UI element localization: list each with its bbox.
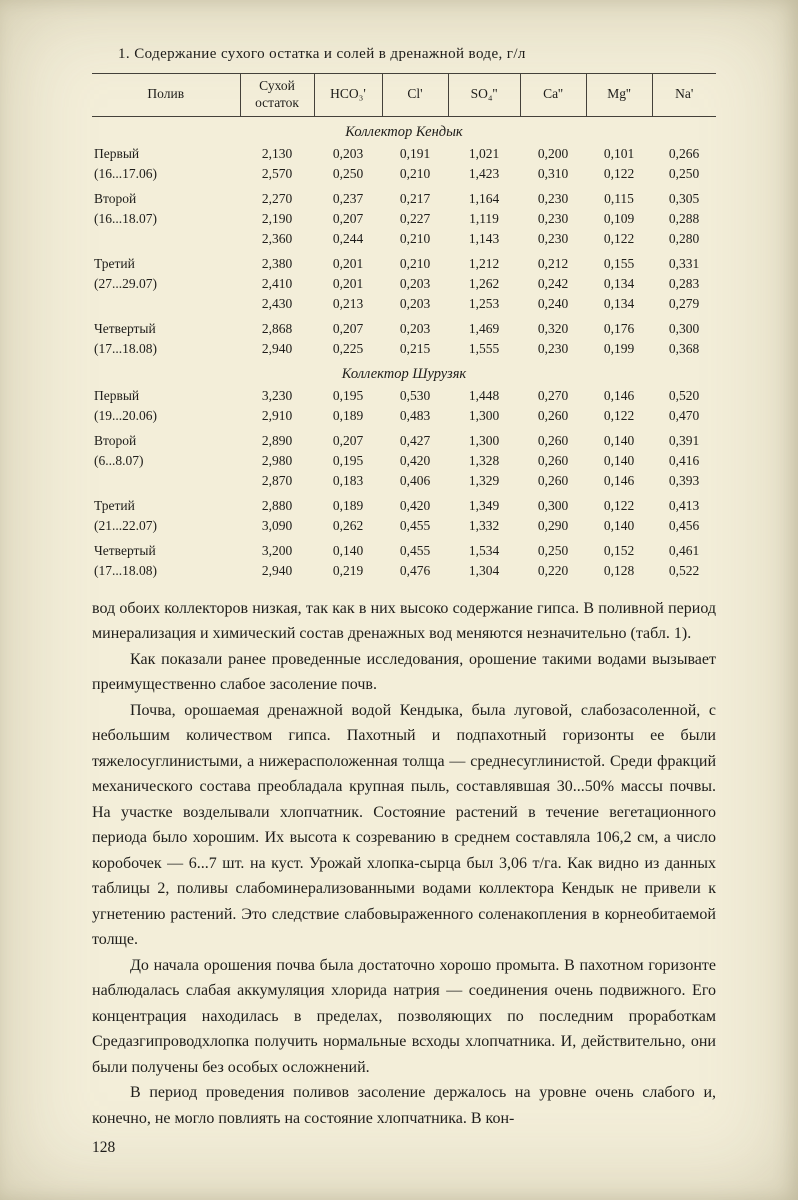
value-cell: 0,122	[603, 165, 635, 181]
poliv-cell: (16...18.07)	[94, 210, 157, 226]
value-cell: 0,128	[603, 562, 635, 578]
value-cell: 0,109	[603, 210, 635, 226]
value-cell: 0,290	[537, 517, 569, 533]
value-cell: 0,183	[332, 472, 364, 488]
poliv-cell: (27...29.07)	[94, 275, 157, 291]
value-cell: 0,115	[604, 190, 634, 206]
value-cell: 0,207	[332, 432, 364, 448]
table-row	[92, 209, 716, 229]
value-cell: 1,448	[468, 387, 500, 403]
value-cell: 0,300	[537, 497, 569, 513]
section-title-text: Коллектор Кендык	[345, 123, 463, 140]
value-cell: 1,534	[468, 542, 500, 558]
value-cell: 0,260	[537, 452, 569, 468]
value-cell: 0,305	[668, 190, 700, 206]
poliv-cell: Первый	[94, 145, 140, 161]
table-row	[92, 536, 716, 561]
table-row	[92, 229, 716, 249]
value-cell: 0,207	[332, 210, 364, 226]
value-cell: 0,140	[603, 432, 635, 448]
value-cell: 0,522	[668, 562, 700, 578]
value-cell: 0,225	[332, 340, 364, 356]
value-cell: 1,021	[468, 145, 500, 161]
table-row	[92, 339, 716, 359]
value-cell: 1,119	[469, 210, 499, 226]
value-cell: 0,213	[332, 295, 364, 311]
value-cell: 2,410	[261, 275, 293, 291]
drainage-water-table	[92, 73, 716, 581]
value-cell: 0,280	[668, 230, 700, 246]
table-row	[92, 294, 716, 314]
value-cell: 0,189	[332, 497, 364, 513]
poliv-cell: Третий	[94, 497, 135, 513]
column-header: Mg''	[586, 74, 652, 117]
table-row	[92, 386, 716, 406]
value-cell: 1,349	[468, 497, 500, 513]
page-content	[92, 46, 716, 1157]
table-row	[92, 314, 716, 339]
value-cell: 2,270	[261, 190, 293, 206]
value-cell: 2,880	[261, 497, 293, 513]
value-cell: 2,870	[261, 472, 293, 488]
value-cell: 2,430	[261, 295, 293, 311]
table-row	[92, 426, 716, 451]
table-section-title	[92, 116, 716, 144]
paragraph: Почва, орошаемая дренажной водой Кендыка, была луговой, слабозасоленной, с небольшим количеством гипса. Пахотный и подпахотный горизонты ее были тяжелосуглинистыми, а нижерасположенная толща — среднесуглинистой. Среди фракций механического состава преобладала крупная пыль, составлявшая 30...50% массы почвы. На участке возделывали хлопчатник. Состояние растений в течение вегетационного периода было хорошим. Их высота к созреванию в среднем составляла 106,2 см, а число коробочек — 6...7 шт. на куст. Урожай хлопка-сырца был 3,06 т/га. Как видно из данных таблицы 2, поливы слабоминерализованными водами коллектора Кендык не привели к угнетению растений. Это следствие слабовыраженного соленакопления в корнеобитаемой толще.	[92, 701, 716, 949]
table-row	[92, 471, 716, 491]
value-cell: 0,237	[332, 190, 364, 206]
poliv-cell	[92, 471, 240, 491]
column-header: Cl'	[382, 74, 448, 117]
value-cell: 1,164	[468, 190, 500, 206]
value-cell: 1,143	[468, 230, 500, 246]
value-cell: 0,155	[603, 255, 635, 271]
value-cell: 0,152	[603, 542, 635, 558]
value-cell: 0,413	[668, 497, 700, 513]
poliv-cell: Четвертый	[94, 320, 156, 336]
value-cell: 1,212	[468, 255, 500, 271]
value-cell: 0,260	[537, 472, 569, 488]
value-cell: 0,140	[332, 542, 364, 558]
value-cell: 2,360	[261, 230, 293, 246]
value-cell: 0,242	[537, 275, 569, 291]
paragraph: Как показали ранее проведенные исследования, орошение такими водами вызывает преимущественно слабое засоление почв.	[92, 650, 716, 694]
poliv-cell: (17...18.08)	[94, 340, 157, 356]
paragraph: В период проведения поливов засоление держалось на уровне очень слабого и, конечно, не могло повлиять на состояние хлопчатника. В кон-	[92, 1084, 716, 1127]
table-row	[92, 274, 716, 294]
value-cell: 0,217	[399, 190, 431, 206]
value-cell: 0,195	[332, 387, 364, 403]
value-cell: 0,279	[668, 295, 700, 311]
value-cell: 0,210	[399, 230, 431, 246]
column-header: SO₄''	[448, 74, 520, 117]
section-title-text: Коллектор Шурузяк	[341, 365, 467, 382]
value-cell: 0,146	[603, 472, 635, 488]
value-cell: 0,230	[537, 190, 569, 206]
value-cell: 0,406	[399, 472, 431, 488]
value-cell: 0,391	[668, 432, 700, 448]
page-number: 128	[92, 1139, 116, 1157]
poliv-cell: (6...8.07)	[94, 452, 144, 468]
value-cell: 2,980	[261, 452, 293, 468]
value-cell: 0,203	[399, 275, 431, 291]
value-cell: 0,210	[399, 165, 431, 181]
value-cell: 1,469	[468, 320, 500, 336]
value-cell: 0,227	[399, 210, 431, 226]
column-header: Na'	[652, 74, 716, 117]
value-cell: 2,940	[261, 340, 293, 356]
value-cell: 0,215	[399, 340, 431, 356]
value-cell: 0,189	[332, 407, 364, 423]
value-cell: 1,300	[468, 407, 500, 423]
value-cell: 0,122	[603, 407, 635, 423]
table-body	[92, 116, 716, 581]
value-cell: 2,890	[261, 432, 293, 448]
value-cell: 0,270	[537, 387, 569, 403]
value-cell: 2,910	[261, 407, 293, 423]
value-cell: 0,220	[537, 562, 569, 578]
value-cell: 0,122	[603, 497, 635, 513]
poliv-cell: Третий	[94, 255, 135, 271]
value-cell: 0,368	[668, 340, 700, 356]
value-cell: 0,456	[668, 517, 700, 533]
table-row	[92, 491, 716, 516]
value-cell: 0,219	[332, 562, 364, 578]
value-cell: 0,262	[332, 517, 364, 533]
value-cell: 0,230	[537, 230, 569, 246]
value-cell: 0,483	[399, 407, 431, 423]
value-cell: 0,455	[399, 517, 431, 533]
value-cell: 0,300	[668, 320, 700, 336]
value-cell: 0,200	[537, 145, 569, 161]
value-cell: 0,122	[603, 230, 635, 246]
column-header: HCO₃'	[314, 74, 382, 117]
value-cell: 1,253	[468, 295, 500, 311]
poliv-cell: Второй	[94, 190, 137, 206]
table-row	[92, 164, 716, 184]
value-cell: 0,310	[537, 165, 569, 181]
poliv-cell	[92, 294, 240, 314]
value-cell: 0,140	[603, 452, 635, 468]
value-cell: 0,203	[399, 295, 431, 311]
table-row	[92, 451, 716, 471]
value-cell: 1,329	[468, 472, 500, 488]
poliv-cell: (19...20.06)	[94, 407, 157, 423]
value-cell: 0,140	[603, 517, 635, 533]
value-cell: 0,320	[537, 320, 569, 336]
value-cell: 0,195	[332, 452, 364, 468]
value-cell: 2,570	[261, 165, 293, 181]
poliv-cell	[92, 229, 240, 249]
value-cell: 0,134	[603, 275, 635, 291]
value-cell: 0,199	[603, 340, 635, 356]
paragraph: До начала орошения почва была достаточно хорошо промыта. В пахотном горизонте наблюдалась слабая аккумуляция хлорида натрия — соединения очень подвижного. Его концентрация находилась в пределах, позволяющих по последним проработкам Средазгипроводхлопка получить нормальные всходы хлопчатника. И, действительно, они были получены без особых осложнений.	[92, 956, 716, 1076]
table-row	[92, 561, 716, 581]
value-cell: 0,530	[399, 387, 431, 403]
poliv-cell: (21...22.07)	[94, 517, 157, 533]
value-cell: 0,191	[399, 145, 431, 161]
value-cell: 1,304	[468, 562, 500, 578]
value-cell: 0,176	[603, 320, 635, 336]
value-cell: 0,260	[537, 407, 569, 423]
table-row	[92, 184, 716, 209]
value-cell: 1,332	[468, 517, 500, 533]
column-header: Полив	[92, 74, 240, 117]
value-cell: 0,393	[668, 472, 700, 488]
value-cell: 0,203	[332, 145, 364, 161]
body-text	[92, 596, 716, 1132]
value-cell: 0,470	[668, 407, 700, 423]
poliv-cell: (16...17.06)	[94, 165, 157, 181]
value-cell: 0,210	[399, 255, 431, 271]
value-cell: 0,250	[332, 165, 364, 181]
poliv-cell: Первый	[94, 387, 140, 403]
poliv-cell: Четвертый	[94, 542, 156, 558]
table-row	[92, 516, 716, 536]
value-cell: 0,101	[603, 145, 635, 161]
value-cell: 0,416	[668, 452, 700, 468]
value-cell: 0,203	[399, 320, 431, 336]
value-cell: 0,207	[332, 320, 364, 336]
value-cell: 3,090	[261, 517, 293, 533]
value-cell: 0,288	[668, 210, 700, 226]
value-cell: 1,555	[468, 340, 500, 356]
value-cell: 3,200	[261, 542, 293, 558]
table-title: 1. Содержание сухого остатка и солей в дренажной воде, г/л	[118, 46, 526, 62]
value-cell: 0,230	[537, 210, 569, 226]
value-cell: 0,201	[332, 275, 364, 291]
value-cell: 0,520	[668, 387, 700, 403]
value-cell: 0,420	[399, 452, 431, 468]
column-header: Сухой остаток	[240, 74, 314, 117]
table-row	[92, 144, 716, 164]
value-cell: 0,250	[668, 165, 700, 181]
value-cell: 0,260	[537, 432, 569, 448]
value-cell: 0,244	[332, 230, 364, 246]
value-cell: 2,380	[261, 255, 293, 271]
value-cell: 3,230	[261, 387, 293, 403]
table-row	[92, 249, 716, 274]
value-cell: 0,230	[537, 340, 569, 356]
table-section-title	[92, 359, 716, 386]
value-cell: 1,423	[468, 165, 500, 181]
value-cell: 0,240	[537, 295, 569, 311]
column-header: Ca''	[520, 74, 586, 117]
value-cell: 0,461	[668, 542, 700, 558]
value-cell: 0,420	[399, 497, 431, 513]
value-cell: 0,427	[399, 432, 431, 448]
value-cell: 0,212	[537, 255, 569, 271]
value-cell: 2,940	[261, 562, 293, 578]
value-cell: 0,331	[668, 255, 700, 271]
value-cell: 2,130	[261, 145, 293, 161]
value-cell: 0,134	[603, 295, 635, 311]
value-cell: 0,146	[603, 387, 635, 403]
table-header-row	[92, 74, 716, 117]
value-cell: 1,262	[468, 275, 500, 291]
value-cell: 2,868	[261, 320, 293, 336]
poliv-cell: Второй	[94, 432, 137, 448]
value-cell: 0,201	[332, 255, 364, 271]
value-cell: 0,476	[399, 562, 431, 578]
value-cell: 0,283	[668, 275, 700, 291]
value-cell: 2,190	[261, 210, 293, 226]
poliv-cell: (17...18.08)	[94, 562, 157, 578]
value-cell: 0,250	[537, 542, 569, 558]
value-cell: 1,328	[468, 452, 500, 468]
table-row	[92, 406, 716, 426]
header-row	[92, 74, 716, 117]
value-cell: 0,266	[668, 145, 700, 161]
value-cell: 1,300	[468, 432, 500, 448]
value-cell: 0,455	[399, 542, 431, 558]
paragraph: вод обоих коллекторов низкая, так как в них высоко содержание гипса. В поливной период минерализация и химический состав дренажных вод меняются незначительно (табл. 1).	[92, 599, 716, 643]
